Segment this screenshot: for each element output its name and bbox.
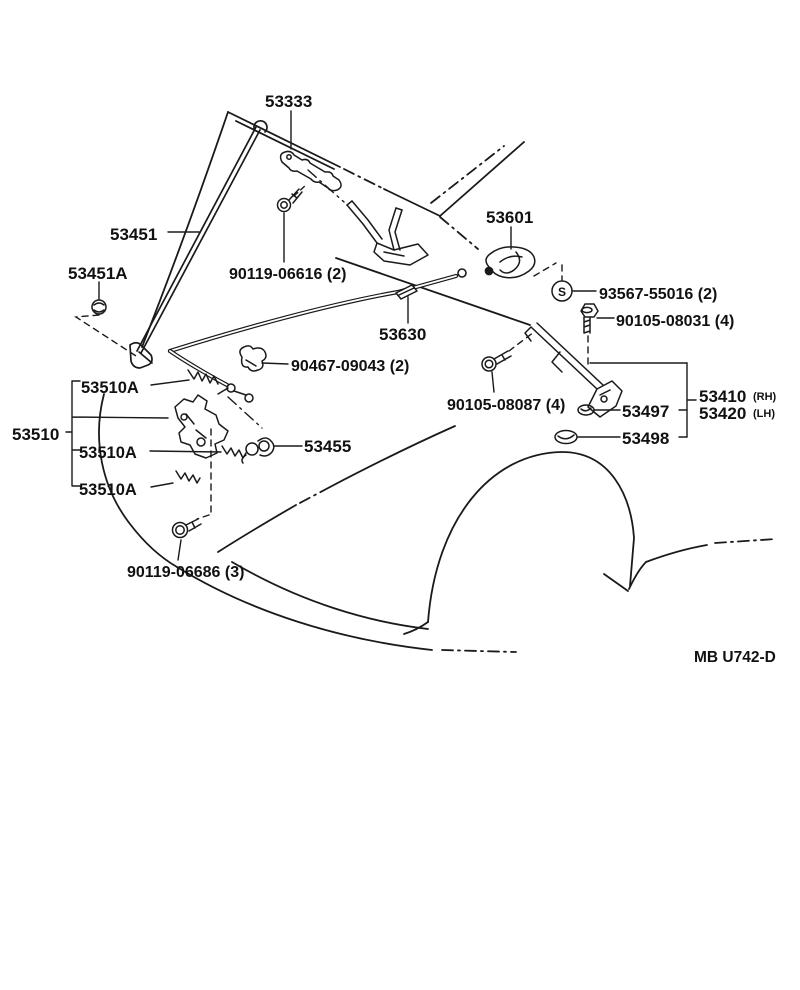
part-labels [12,92,777,666]
part-label-53510: 53510 [12,425,60,444]
bumper-bottom-dashdot [442,650,516,652]
hood-inner-edge [236,121,334,169]
hood-lock-53510 [175,395,228,458]
leader-53510a-mid [150,451,221,452]
part-label-53455: 53455 [304,437,352,456]
hood-top-edge-dashdot [344,169,386,190]
part-label-90105-08087: 90105-08087 (4) [447,397,566,414]
figure-code: MB U742-D [694,649,776,666]
spring-53510a-bottom [176,471,200,483]
fender-line-a3 [218,505,296,552]
cable-end-ring [458,269,466,277]
part-label-53420: 53420 [699,404,747,423]
s-stamp-letter: S [557,285,567,299]
part-label-53451: 53451 [110,225,158,244]
wheel-arch-notch [604,574,628,591]
part-drawings [92,151,622,537]
cowl-line [336,258,530,325]
windshield-line [440,142,524,216]
rod-foot [130,343,152,368]
fender-line-a2 [296,487,330,505]
part-label-53601: 53601 [486,208,534,227]
leader-90467 [262,363,288,364]
bracket-53410-53420 [590,363,696,437]
part-label-93567-55016: 93567-55016 (2) [599,286,718,303]
leader-53510a-bottom [151,483,173,487]
part-label-53420-lh: (LH) [753,408,775,420]
leader-53510a-top [151,380,189,385]
part-label-53510a-mid: 53510A [79,444,137,462]
leader-90119-06686 [178,540,181,560]
part-label-53630: 53630 [379,325,427,344]
bolt-90105-08087-icon [482,351,511,371]
leader-90105-08087 [492,372,494,392]
bolt-90119-06686-icon [173,519,202,538]
part-label-53333: 53333 [265,92,313,111]
bumper-second-curve [232,562,428,629]
part-label-90119-06616: 90119-06616 (2) [229,266,347,283]
part-label-53497: 53497 [622,402,670,421]
part-label-90105-08031: 90105-08031 (4) [616,313,735,330]
wheel-arch [428,452,634,622]
cowl-dashdot [440,217,478,249]
part-label-53410-rh: (RH) [753,391,777,403]
hood-support-rod-drawing [130,121,267,368]
rod-line2 [141,130,260,353]
clip-90467-icon [240,346,266,371]
hinge-bracket-top [347,201,428,265]
hood-catch-53601 [485,247,534,278]
spring-53510a-mid [222,446,246,458]
windshield-dashdot [431,146,504,203]
grommet-53451a [92,300,106,314]
sill-dashdot [715,539,776,543]
latch-lever-53455 [242,438,274,463]
part-label-90119-06686: 90119-06686 (3) [127,564,245,581]
part-label-90467-09043: 90467-09043 (2) [291,358,410,375]
bolt-90105-08031-icon [581,304,598,333]
grommet-53498 [555,431,577,444]
part-label-53451a: 53451A [68,264,128,283]
sill-line [629,545,707,589]
part-label-53510a-bottom: 53510A [79,481,137,499]
fender-line-a1 [330,426,455,487]
part-label-53510a-top: 53510A [81,379,139,397]
cable-link [234,391,246,395]
part-label-53410: 53410 [699,387,747,406]
stay-holder-hole [287,155,291,159]
part-label-53498: 53498 [622,429,670,448]
